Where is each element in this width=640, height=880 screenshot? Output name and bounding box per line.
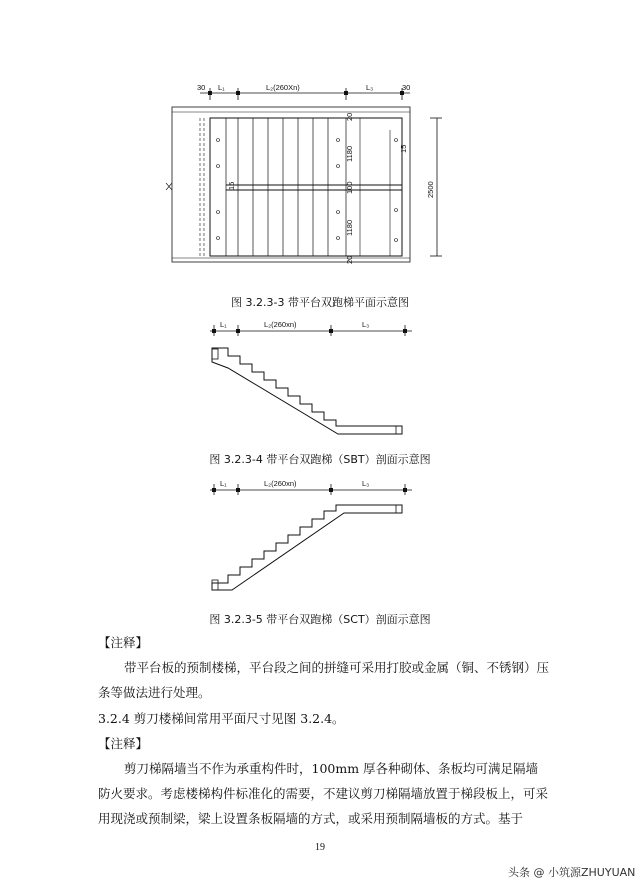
dim-top-30-right: 30 [402, 83, 411, 92]
dim-top-l1: L₁ [218, 83, 225, 92]
dim-inner-1180-bottom: 1180 [345, 219, 354, 236]
figure2-caption: 图 3.2.3-4 带平台双跑梯（SBT）剖面示意图 [209, 453, 431, 466]
sct-dim-l2: L₂(260xn) [264, 479, 297, 488]
dim-inner-100: 100 [345, 181, 354, 194]
figure1-caption: 图 3.2.3-3 带平台双跑梯平面示意图 [231, 296, 409, 309]
watermark: 头条 @ 小筑源ZHUYUAN [508, 866, 636, 879]
section-3-2-4: 3.2.4 剪刀楼梯间常用平面尺寸见图 3.2.4。 [98, 711, 345, 726]
dim-right-2500: 2500 [426, 181, 435, 198]
dim-inner-1180-top: 1180 [345, 145, 354, 162]
sct-dim-l3: L₃ [362, 479, 370, 488]
dim-top-30-left: 30 [197, 83, 206, 92]
sbt-dim-l2: L₂(260xn) [264, 320, 297, 329]
dim-inner-20-bottom: 20 [345, 255, 354, 264]
note1-heading: 【注释】 [98, 635, 149, 650]
label-15-b: 15 [227, 181, 236, 190]
sbt-dim-l3: L₃ [362, 320, 370, 329]
dim-inner-20-top: 20 [345, 112, 354, 121]
sct-dim-l1: L₁ [220, 479, 227, 488]
note2-body: 剪刀梯隔墙当不作为承重构件时，100mm 厚各种砌体、条板均可满足隔墙防火要求。考虑楼梯构件标准化的需要，不建议剪刀梯隔墙放置于梯段板上，可采用现浇或预制梁，梁上设置条板隔墙的方式，或采用预制隔墙板的方式。基于 [98, 761, 549, 826]
page-number: 19 [315, 842, 325, 853]
label-15-a: 15 [399, 144, 408, 153]
note1-body: 带平台板的预制楼梯，平台段之间的拼缝可采用打胶或金属（铜、不锈钢）压条等做法进行处理。 [98, 660, 550, 700]
dim-top-l2: L₂(260Xn) [266, 83, 300, 92]
sbt-dim-l1: L₁ [220, 320, 227, 329]
note2-heading: 【注释】 [98, 736, 149, 751]
figure3-caption: 图 3.2.3-5 带平台双跑梯（SCT）剖面示意图 [209, 613, 431, 626]
dim-top-l3: L₃ [366, 83, 374, 92]
